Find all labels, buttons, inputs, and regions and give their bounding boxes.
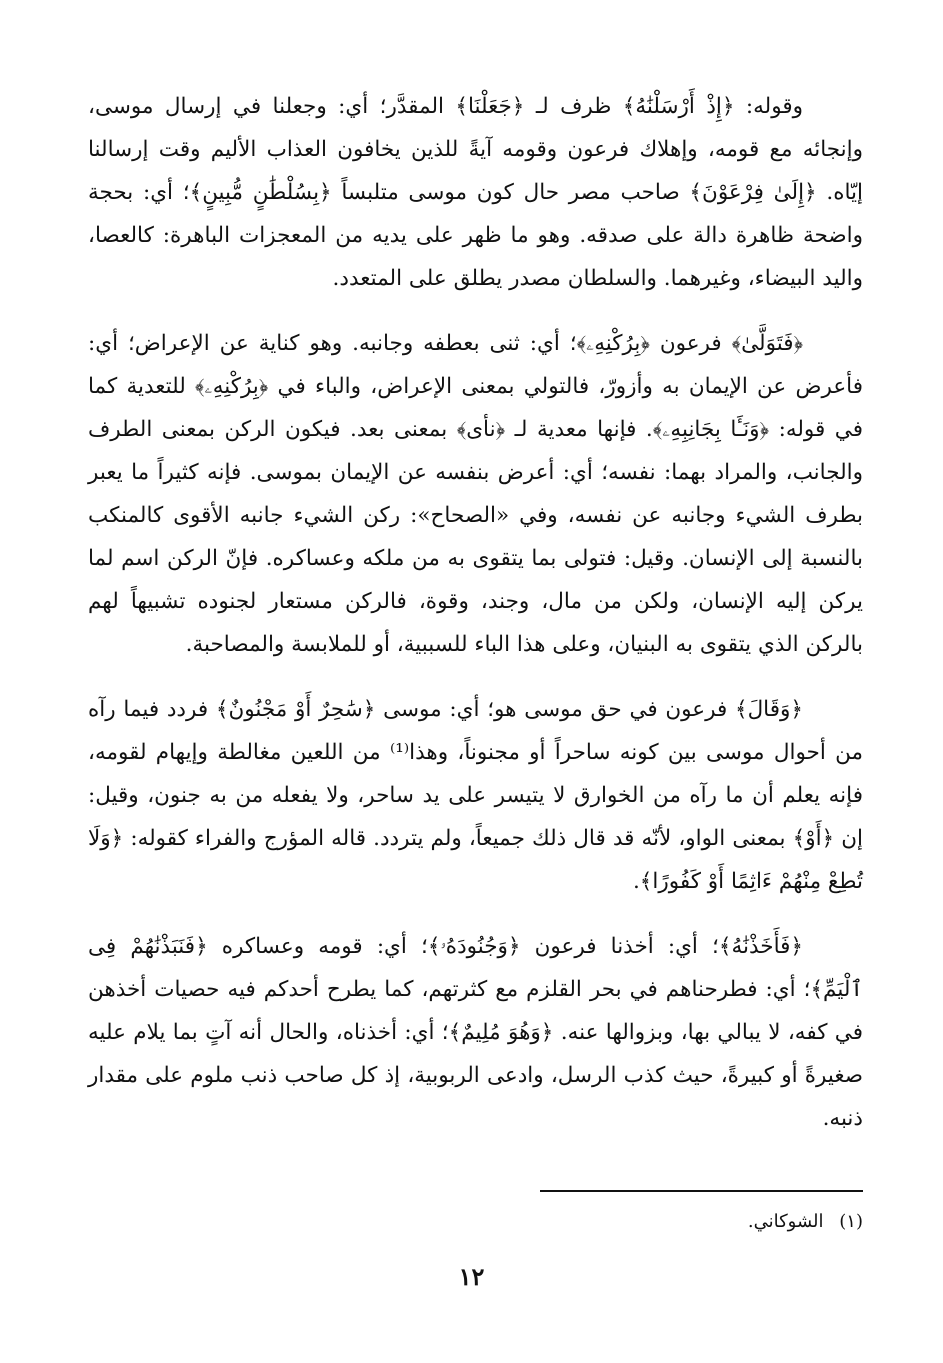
paragraph-3: ﴿وَقَالَ﴾ فرعون في حق موسى هو؛ أي: موسى ﴿سَٰحِرٌ أَوْ مَجْنُونٌ﴾ فردد فيما رآه من أحوال موسى بين كونه ساحراً أو مجنوناً، وهذا⁽¹⁾ من اللعين مغالطة وإيهام لقومه، فإنه يعلم أن ما رآه من الخوارق لا يتيسر على يد ساحر، ولا يفعله من به جنون، وقيل: إن ﴿أَوْ﴾ بمعنى الواو، لأنّه قد قال ذلك جميعاً، ولم يتردد. قاله المؤرج والفراء كقوله: ﴿وَلَا تُطِعْ مِنْهُمْ ءَاثِمًا أَوْ كَفُورًا﴾. (88, 697, 863, 894)
footnote-divider (540, 1190, 863, 1192)
page-body (88, 85, 863, 1162)
footnote (463, 1208, 863, 1236)
paragraph-2: ﴿فَتَوَلَّىٰ﴾ فرعون ﴿بِرُكْنِهِۦ﴾؛ أي: ثنى بعطفه وجانبه. وهو كناية عن الإعراض؛ أي: فأعرض عن الإيمان به وأزورّ، فالتولي بمعنى الإعراض، والباء في ﴿بِرُكْنِهِۦ﴾ للتعدية كما في قوله: ﴿وَنَـَٔا بِجَانِبِهِۦ﴾. فإنها معدية لـ ﴿نأى﴾ بمعنى بعد. فيكون الركن بمعنى الطرف والجانب، والمراد بهما: نفسه؛ أي: أعرض بنفسه عن الإيمان بموسى. فإنه كثيراً ما يعبر بطرف الشيء وجانبه عن نفسه، وفي «الصحاح»: ركن الشيء جانبه الأقوى كالمنكب بالنسبة إلى الإنسان. وقيل: فتولى بما يتقوى به من ملكه وعساكره. فإنّ الركن اسم لما يركن إليه الإنسان، ولكن من مال، وجند، وقوة، فالركن مستعار لجنوده تشبيهاً لهم بالركن الذي يتقوى به البنيان، وعلى هذا الباء للسببية، أو للملابسة والمصاحبة. (88, 331, 863, 657)
paragraph-1: وقوله: ﴿إِذْ أَرْسَلْنَٰهُ﴾ ظرف لـ ﴿جَعَلْنَا﴾ المقدَّر؛ أي: وجعلنا في إرسال موسى، وإنجائه مع قومه، وإهلاك فرعون وقومه آيةً للذين يخافون العذاب الأليم وقت إرسالنا إيّاه. ﴿إِلَىٰ فِرْعَوْنَ﴾ صاحب مصر حال كون موسى متلبساً ﴿بِسُلْطَٰنٍ مُّبِينٍ﴾؛ أي: بحجة واضحة ظاهرة دالة على صدقه. وهو ما ظهر على يديه من المعجزات الباهرة: كالعصا، واليد البيضاء، وغيرهما. والسلطان مصدر يطلق على المتعدد. (88, 94, 863, 291)
page-number: ١٢ (458, 1262, 485, 1291)
footnote-number: (١) (839, 1211, 863, 1232)
footnote-text: الشوكاني. (747, 1211, 824, 1232)
paragraph-4: ﴿فَأَخَذْنَٰهُ﴾؛ أي: أخذنا فرعون ﴿وَجُنُودَهُۥ﴾؛ أي: قومه وعساكره ﴿فَنَبَذْنَٰهُمْ فِى ٱلْيَمِّ﴾؛ أي: فطرحناهم في بحر القلزم مع كثرتهم، كما يطرح أحدكم فيه حصيات أخذهن في كفه، لا يبالي بها، وبزوالها عنه. ﴿وَهُوَ مُلِيمٌ﴾؛ أي: أخذناه، والحال أنه آتٍ بما يلام عليه صغيرةً أو كبيرةً، حيث كذب الرسل، وادعى الربوبية، إذ كل صاحب ذنب ملوم على مقدار ذنبه. (88, 934, 863, 1131)
